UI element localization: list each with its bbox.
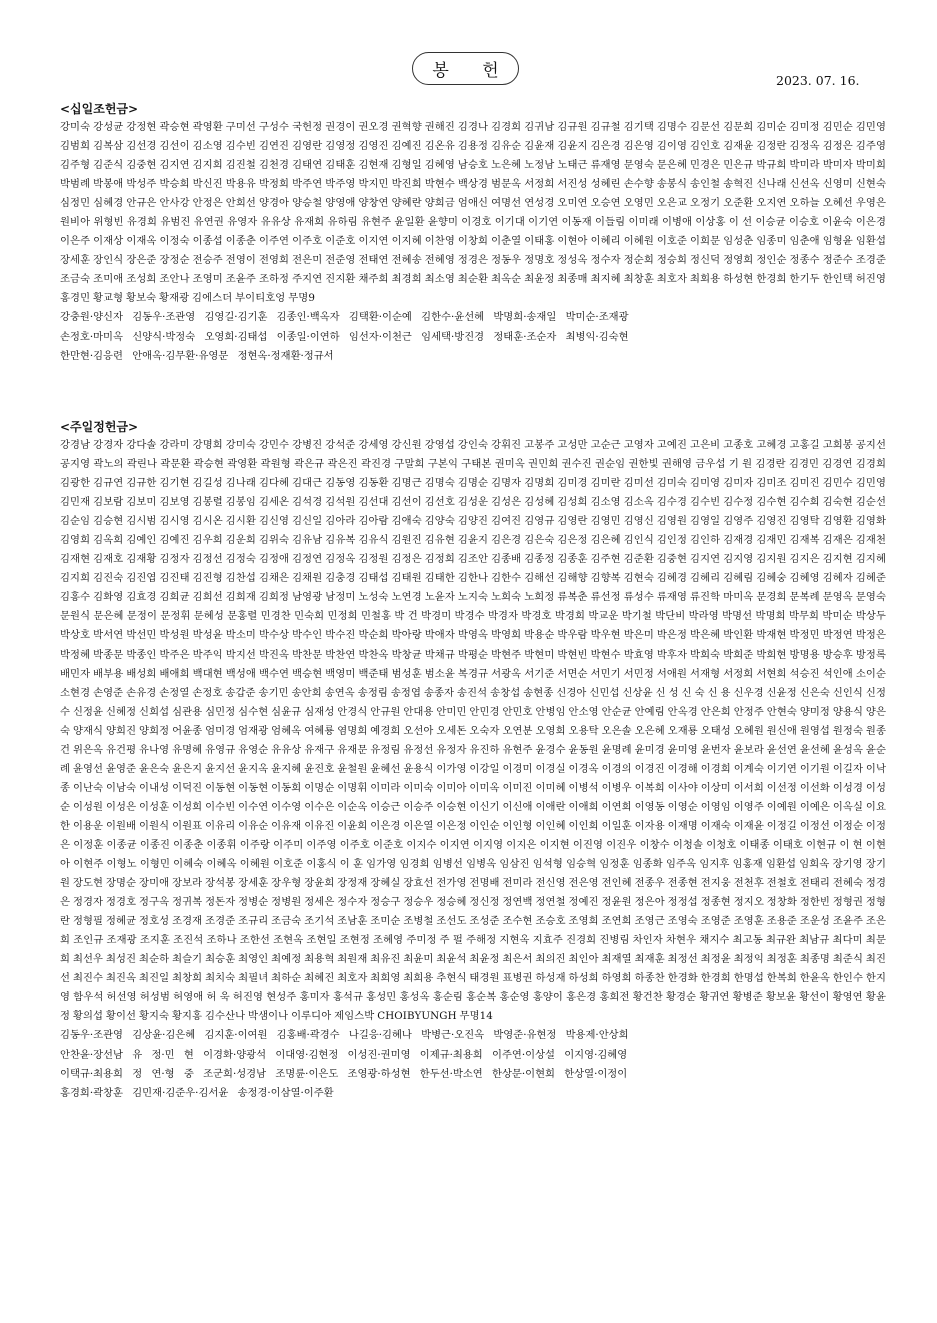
tithe-section [60, 100, 886, 366]
service-date: 2023. 07. 16. [776, 73, 860, 88]
page-title-box [412, 52, 519, 85]
tithe-group-line-1: 강충원·양신자 김동우·조관영 김영길·김기훈 김종인·백옥자 김택환·이순예 김한수·윤선혜 박명희·송재일 박미순·조재광 [60, 311, 629, 324]
sunday-group-line-3: 이택규·최용희 정 연·형 중 조군희·성경남 조명륜·이은도 조영광·하성현 한두선·박소연 한상문·이현희 한상열·이정이 [60, 1067, 628, 1080]
page-title: 봉 헌 [432, 61, 513, 81]
sunday-group-line-2: 안찬윤·장선남 유 정·민 현 이경화·양광석 이대영·김현정 이성진·권미영 이제규·최용희 이주연·이상설 이지영·김혜영 [60, 1048, 628, 1061]
tithe-group-line-3: 한만현·김응련 안애옥·김무환·유영문 정현옥·정재환·정규서 [60, 349, 334, 362]
tithe-names: 강미숙 강성균 강정현 곽승현 곽영환 구미선 구성수 국헌정 권경이 권오경 권혁향 권해진 김경나 김경희 김귀남 김규원 김규철 김기택 김명수 김문선 김문희 김미순 김미정 김민순 김민영 김범희 김복삼 김선경 김선이 김소영 김수빈 김연진 김영란 김영정 김영진 김예진 김온유 김용정 김유순 김윤재 김윤지 김은경 김은영 김이영 김인호 김재윤 김정란 김정옥 김정은 김주영 김주형 김준식 김중현 김지연 김지희 김진철 김천경 김태연 김태훈 김현재 김형일 김혜영 남승호 노은혜 노정남 노태근 류재영 문영숙 문은혜 민경은 민은규 박규희 박미라 박미자 박미희 박범례 박봉애 박성주 박승희 박신진 박용유 박정희 박주연 박주영 박지민 박진희 박현수 백상경 범문옥 서정희 서진성 성혜린 손수향 송봉식 송인철 송혁진 신나래 신선옥 신영미 신현숙 심정민 심혜경 안규은 안사강 안정은 안희선 양경아 양승철 양영애 양창연 양혜란 양희금 엄애신 여명선 연성경 오미연 오승연 오영민 오은교 오정기 오준환 오지연 오하늘 오혜선 우영은 원비아 위형빈 유경희 유범진 유연권 유영자 유유상 유재희 유하림 유현주 윤일환 윤향미 이경호 이기대 이기연 이동재 이들림 이미래 이병애 이상홍 이 선 이승균 이승호 이윤숙 이은경 이은주 이재상 이재옥 이정숙 이종섭 이종춘 이주연 이주호 이준호 이지연 이지혜 이찬영 이창희 이춘열 이태홍 이현아 이혜리 이혜원 이호준 이희문 임성춘 임종미 임춘애 임형윤 임환섭 장세훈 장인식 장은준 장정순 전승주 전영이 전영희 전은미 전준영 전태연 전혜송 전혜영 정경은 정동우 정명호 정성옥 정수자 정순희 정승희 정신덕 정영희 정인순 정종수 정준수 조경준 조금숙 조미애 조성희 조안나 조영미 조윤주 조하정 주지연 진지환 채주희 최경희 최소영 최순환 최옥순 최윤정 최종매 최지혜 최창훈 최호자 최회용 하성현 한경희 한기두 한인택 허진영 홍경민 황교형 황보숙 황재광 김에스더 부이티호엉 무명9 [60, 121, 886, 305]
sunday-group-line-1: 김동우·조관영 김상윤·김은혜 김지훈·이여원 김홍배·곽경수 나길응·김혜나 박병근·오진옥 박영준·유현정 박용제·안상희 [60, 1029, 629, 1042]
tithe-heading: <십일조헌금> [60, 102, 139, 116]
sunday-offering-heading: <주일정헌금> [60, 420, 139, 434]
sunday-offering-names: 강경남 강경자 강다솔 강라미 강명희 강미숙 강민수 강병진 강석준 강세영 강신원 강영섭 강인숙 강휘진 고봉주 고성만 고순근 고영자 고예진 고은비 고종호 고혜경 고홍길 고희봉 공지선 공지영 곽노의 곽린나 곽문환 곽승현 곽영환 곽원형 곽은규 곽은진 곽진경 구말희 구본익 구태본 권미옥 권민희 권수진 권순임 권한빛 권해영 금우섭 기 원 김경란 김경민 김경연 김경희 김광한 김규연 김규한 김기현 김길성 김나래 김다혜 김대근 김동영 김동환 김명근 김명숙 김명순 김명자 김명희 김미경 김미란 김미선 김미숙 김미영 김미자 김미조 김미진 김민수 김민영 김민재 김보람 김보미 김보영 김봉렬 김봉임 김세온 김석경 김석원 김선대 김선이 김선호 김성운 김성은 김성혜 김성희 김소영 김소옥 김수경 김수빈 김수정 김수현 김수희 김숙현 김순선 김순임 김승현 김시범 김시영 김시온 김시환 김신영 김신일 김아라 김아람 김애숙 김양숙 김양진 김여진 김영규 김영란 김영민 김영신 김영원 김영일 김영주 김영진 김영탁 김영환 김영화 김영희 김옥희 김예인 김예진 김우희 김운희 김위숙 김유남 김유복 김유식 김원진 김유현 김윤지 김은경 김은숙 김은정 김은혜 김인식 김인정 김인하 김재경 김재민 김재복 김재은 김재천 김재현 김재호 김재황 김정자 김정선 김정숙 김정애 김정연 김정옥 김정원 김정은 김정희 김조안 김종배 김종정 김종훈 김주현 김준환 김중현 김지연 김지영 김지원 김지은 김지현 김지혜 김지희 김진숙 김진엽 김진태 김진형 김찬섭 김채은 김채원 김충경 김태섭 김태원 김태한 김한나 김한수 김해선 김해향 김향복 김현숙 김혜경 김혜리 김혜림 김혜숭 김혜영 김혜자 김혜준 김홍수 김화영 김효경 김희균 김희선 김희재 김희정 남영광 남정미 노성숙 노연경 노윤자 노지숙 노희숙 노희정 류복춘 류선정 류성수 류재영 류진학 마미옥 문경희 문복례 문영옥 문영숙 문원식 문은혜 문정이 문정휘 문혜성 문홍렬 민경찬 민숙희 민정희 민철홍 박 건 박경미 박경수 박경자 박경호 박경희 박교운 박기철 박단비 박라영 박명선 박명희 박무희 박미순 박상두 박상호 박서연 박선민 박성원 박성윤 박소미 박수상 박수인 박수진 박순희 박아랑 박애자 박영옥 박영희 박용순 박우람 박우현 박은미 박은정 박은혜 박인환 박재현 박정민 박정연 박정은 박정혜 박종문 박종인 박주은 박주익 박지선 박진옥 박찬문 박찬연 박찬옥 박창균 박채규 박평순 박현주 박현미 박현빈 박현수 박효영 박후자 박희숙 박희준 박희현 방명용 방승후 방정록 배민자 배부용 배성희 배애희 백대현 백성애 백수연 백승현 백영미 백준태 범성훈 범소윤 복경규 서광옥 서기준 서면순 서민기 서민정 서애원 서재형 서정희 서현희 석승진 석인애 소이순 소현경 손영준 손유경 손정열 손정호 송갑준 송기민 송안희 송연옥 송정림 송정엽 송종자 송진석 송창섭 송현종 신경아 신민섭 신상윤 신 성 신 숙 신 용 신우경 신윤정 신은숙 신인식 신정수 신정윤 신혜정 신희섭 심관용 심민정 심수현 심윤규 심재성 안경식 안규원 안대용 안미민 안민경 안민호 안병임 안소영 안순균 안예림 안옥경 안은희 안정주 안현숙 양미정 양용식 양은숙 양재식 양희진 양희정 어윤종 엄미경 엄재광 엄혜옥 여혜룡 염명희 예경희 오선아 오세돈 오숙자 오연분 오영희 오용탁 오은솔 오은혜 오재룡 오태성 오혜원 원신애 원영섭 원정숙 원종건 위은옥 유건평 유나영 유명혜 유영규 유영순 유유상 유재구 유재문 유정림 유정선 유정자 유진하 유현주 윤경수 윤동원 윤명례 윤미경 윤미영 윤번자 윤보라 윤선연 윤선혜 윤성옥 윤순례 윤영선 윤영준 윤은숙 윤은지 윤지선 윤지옥 윤지혜 윤진호 윤철원 윤혜선 윤용식 이가영 이강일 이경미 이경실 이경옥 이경의 이경진 이경해 이경희 이계숙 이기연 이기원 이길자 이낙종 이난숙 이남숙 이내성 이덕진 이동현 이동현 이동희 이명순 이명휘 이미라 이미숙 이미아 이미옥 이미진 이미혜 이병석 이병우 이복희 이사야 이상미 이서희 이선정 이선화 이성경 이성순 이성원 이성은 이성훈 이성희 이수빈 이수연 이수영 이수은 이순옥 이승근 이승주 이승현 이신기 이신애 이애란 이애희 이연희 이영동 이영순 이영임 이영주 이예원 이예은 이옥실 이요한 이용운 이원배 이원식 이원표 이유리 이유순 이유재 이유진 이윤희 이은경 이은열 이은정 이인순 이인형 이인혜 이인희 이일훈 이자용 이재명 이재숙 이재윤 이정길 이정선 이정순 이정은 이정훈 이종균 이종진 이종춘 이종휘 이주랑 이주미 이주영 이주호 이준호 이지수 이지연 이지영 이지은 이지현 이진영 이진우 이창수 이청솔 이청호 이태종 이태호 이현규 이 현 이현아 이현주 이형노 이형민 이혜숙 이혜옥 이혜원 이호준 이홍식 이 훈 임가영 임경희 임병선 임병옥 임삼진 임석형 임승혁 임정훈 임종화 임주옥 임지후 임홍재 임환섭 임희옥 장기영 장기원 장도현 장명순 장미애 장보라 장석봉 장세훈 장우형 장윤희 장정재 장혜실 장효선 전가영 전명배 전미라 전신영 전은영 전인혜 전종우 전종현 전지웅 전천후 전철호 전태리 전혜숙 정경은 정경자 정경호 정구옥 정귀복 정돈자 정병순 정병원 정세은 정수자 정승구 정승우 정승혜 정신정 정연백 정연철 정예진 정윤원 정은아 정정섭 정종현 정지오 정창화 정한빈 정형권 정형란 정형필 정혜균 정호성 조경재 조경준 조규리 조금숙 조기석 조남훈 조미순 조병철 조선도 조성준 조수현 조승호 조영희 조연희 조영근 조영숙 조영준 조영훈 조용준 조운성 조윤주 조은희 조인규 조재광 조지훈 조진석 조하나 조한선 조현옥 조현일 조현정 조혜영 주미정 주 펄 주해정 지현옥 지효주 진경희 진병림 차인자 차현우 채지수 최고동 최규완 최남규 최다미 최문희 최선우 최성진 최순하 최슬기 최승훈 최영인 최예정 최용혁 최원재 최유진 최윤미 최윤석 최윤정 최은서 최의진 최인아 최재열 최재훈 최정선 최정윤 최정익 최정훈 최종명 최준식 최진선 최진수 최진옥 최진일 최창희 최치숙 최필녀 최하순 최혜진 최호자 최희영 최희용 추현식 태경원 표병권 하성재 하성희 하영희 하종찬 한경화 한경희 한명섭 한복희 한윤옥 한인수 한지영 함우석 허선영 허성범 허영애 허 욱 허진영 현성주 홍미자 홍석규 홍성민 홍성옥 홍순림 홍순복 홍순영 홍양이 홍은경 홍희전 황건찬 황경순 황귀연 황병준 황보윤 황선이 황영연 황윤정 황의섭 황이선 황지숙 황지홍 김수산나 박샘이나 이루디아 제임스박 CHOIBYUNGH 무명14 [60, 439, 886, 1023]
sunday-offering-section [60, 418, 886, 1103]
tithe-group-line-2: 손정호·마미옥 신양식·박정숙 오영희·김태섭 이종일·이연하 임선자·이천근 임세택·방진경 정태훈·조순자 최병익·김숙현 [60, 330, 629, 343]
sunday-group-line-4: 홍경희·곽창훈 김민재·김준우·김서윤 송정경·이삼열·이주환 [60, 1086, 334, 1099]
